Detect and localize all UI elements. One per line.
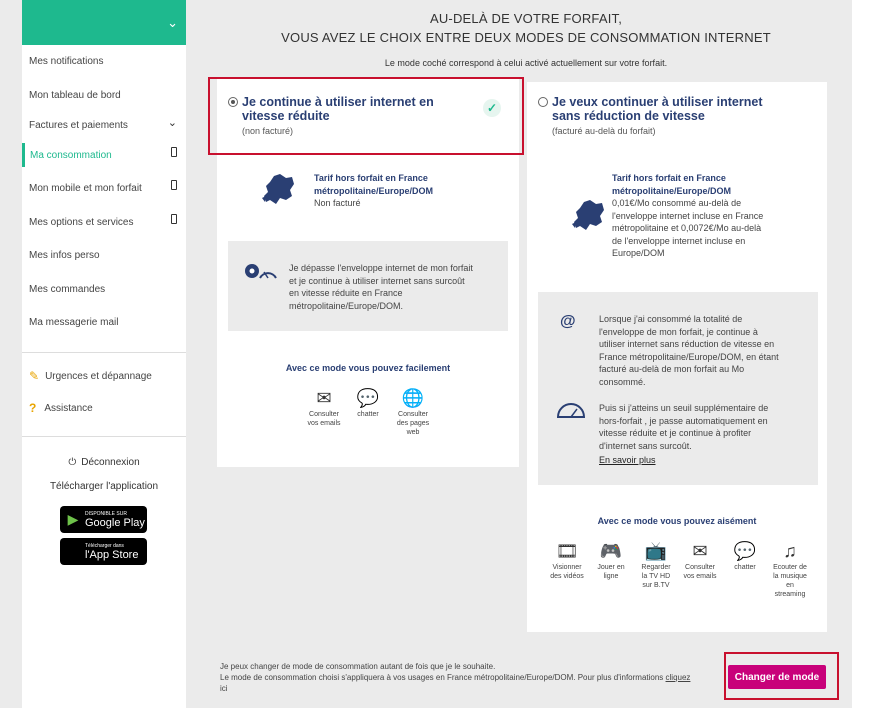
radio-reduced-speed[interactable] [228,97,238,107]
radio-full-speed[interactable] [538,97,548,107]
app-store-badge[interactable]: Télécharger dans l'App Store [60,538,147,565]
video-icon: 🎞 [555,541,579,561]
option2-info-text-2: Puis si j'atteins un seuil supplémentaire de hors-forfait , je passe automatiquement en vitesse réduite et je continue à profiter d'internet sans surcoût. [599,403,769,451]
globe-icon: 🌐 [401,388,425,408]
sidebar [22,0,186,708]
feature-email: ✉ Consulter vos emails [301,386,347,428]
chevron-down-icon: ⌄ [167,117,177,129]
sidebar-item-dashboard[interactable]: Mon tableau de bord [29,89,121,101]
feature-chat: 💬 chatter [722,539,768,572]
page-subtitle: Le mode coché correspond à celui activé actuellement sur votre forfait. [384,58,668,68]
sidebar-header[interactable] [22,0,186,45]
option2-title: Je veux continuer à utiliser internet sans réduction de vitesse [552,95,763,123]
option1-subtitle: (non facturé) [242,126,294,136]
chat-bubble-icon: 💬 [356,388,380,408]
sidebar-item-personal-info[interactable]: Mes infos perso [29,249,100,261]
footer-note-line1: Je peux changer de mode de consommation autant de fois que je le souhaite. [220,662,496,671]
option2-tarif-label: Tarif hors forfait en France métropolitaine/Europe/DOM [612,173,732,196]
mobile-icon [171,214,177,227]
sidebar-item-urgences[interactable]: ✎ Urgences et dépannage [29,369,152,383]
learn-more-link[interactable]: En savoir plus [599,455,656,465]
option2-subtitle: (facturé au-delà du forfait) [552,126,656,136]
power-icon: ⏻ [68,457,77,468]
sidebar-item-mobile-plan[interactable]: Mon mobile et mon forfait [22,176,186,200]
download-app-label: Télécharger l'application [49,481,159,492]
chat-bubble-icon: 💬 [733,541,757,561]
option1-title: Je continue à utiliser internet en vitesse réduite [242,95,434,123]
option2-info-text-1: Lorsque j'ai consommé la totalité de l'enveloppe de mon forfait, je continue à utiliser internet sans réduction de vitesse en France métropolitaine/Europe/DOM, en étant facturé au-delà de mon forfait au Mo consommé. [599,314,779,387]
option1-tarif-value: Non facturé [314,198,361,208]
feature-web: 🌐 Consulter des pages web [390,386,436,437]
wrench-icon: ✎ [29,369,40,383]
feature-gaming: 🎮 Jouer en ligne [588,539,634,581]
feature-email: ✉ Consulter vos emails [677,539,723,581]
option1-info-text: Je dépasse l'enveloppe internet de mon forfait et je continue à utiliser internet sans surcoût en vitesse réduite en France métropolitaine/Europe/DOM. [289,263,473,311]
sidebar-item-consumption[interactable]: Ma consommation [22,143,186,167]
option1-tarif-label: Tarif hors forfait en France métropolitaine/Europe/DOM [314,173,434,196]
play-store-icon: ▶ [67,511,79,527]
footer-note-line2: Le mode de consommation choisi s'appliquera à vos usages en France métropolitaine/Europe/DOM. Pour plus d'informations cliquez [220,673,691,682]
click-here-link-end[interactable]: ici [220,684,228,693]
logout-link[interactable]: ⏻ Déconnexion [68,457,140,468]
click-here-link[interactable]: cliquez [665,673,691,682]
option2-features-title: Avec ce mode vous pouvez aisément [597,516,757,526]
feature-music: ♫ Ecouter de la musique en streaming [767,539,813,599]
page-title-line1: AU-DELÀ DE VOTRE FORFAIT, [429,11,623,26]
question-icon: ? [29,401,37,415]
mobile-icon [171,147,177,160]
right-margin [852,0,885,708]
sidebar-item-mail[interactable]: Ma messagerie mail [29,316,119,328]
option2-tarif-value: 0,01€/Mo consommé au-delà de l'enveloppe internet incluse en France métropolitaine et 0,0072€/Mo au-delà de l'enveloppe internet incluse en Europe/DOM [612,198,764,258]
main-content [200,0,852,708]
divider [22,352,186,353]
tv-icon: 📺 [644,541,668,561]
gamepad-icon: 🎮 [599,541,623,561]
option1-features-title: Avec ce mode vous pouvez facilement [285,363,451,373]
sidebar-item-notifications[interactable]: Mes notifications [29,55,104,67]
feature-chat: 💬 chatter [345,386,391,419]
sidebar-item-orders[interactable]: Mes commandes [29,283,106,295]
at-sign-icon: @ [560,313,576,330]
mobile-icon [171,180,177,193]
sidebar-item-options[interactable]: Mes options et services [22,210,186,234]
speedometer-icon [556,402,586,418]
europe-map-icon [260,172,298,208]
sidebar-item-assistance[interactable]: ? Assistance [29,401,93,415]
envelope-icon: ✉ [316,388,332,408]
chevron-down-icon: ⌄ [167,15,178,30]
check-icon: ✓ [483,99,501,117]
feature-tv: 📺 Regarder la TV HD sur B.TV [633,539,679,590]
divider [22,436,186,437]
feature-video: 🎞 Visionner des vidéos [544,539,590,581]
google-play-badge[interactable]: ▶ DISPONIBLE SUR Google Play [60,506,147,533]
page-title-line2: VOUS AVEZ LE CHOIX ENTRE DEUX MODES DE CONSOMMATION INTERNET [281,30,771,45]
europe-map-icon [570,198,608,234]
envelope-icon: ✉ [692,541,708,561]
change-mode-button[interactable]: Changer de mode [728,665,826,689]
sidebar-item-invoices[interactable]: Factures et paiements ⌄ [29,117,177,131]
speed-gauge-icon [244,262,278,280]
music-note-icon: ♫ [783,541,797,561]
